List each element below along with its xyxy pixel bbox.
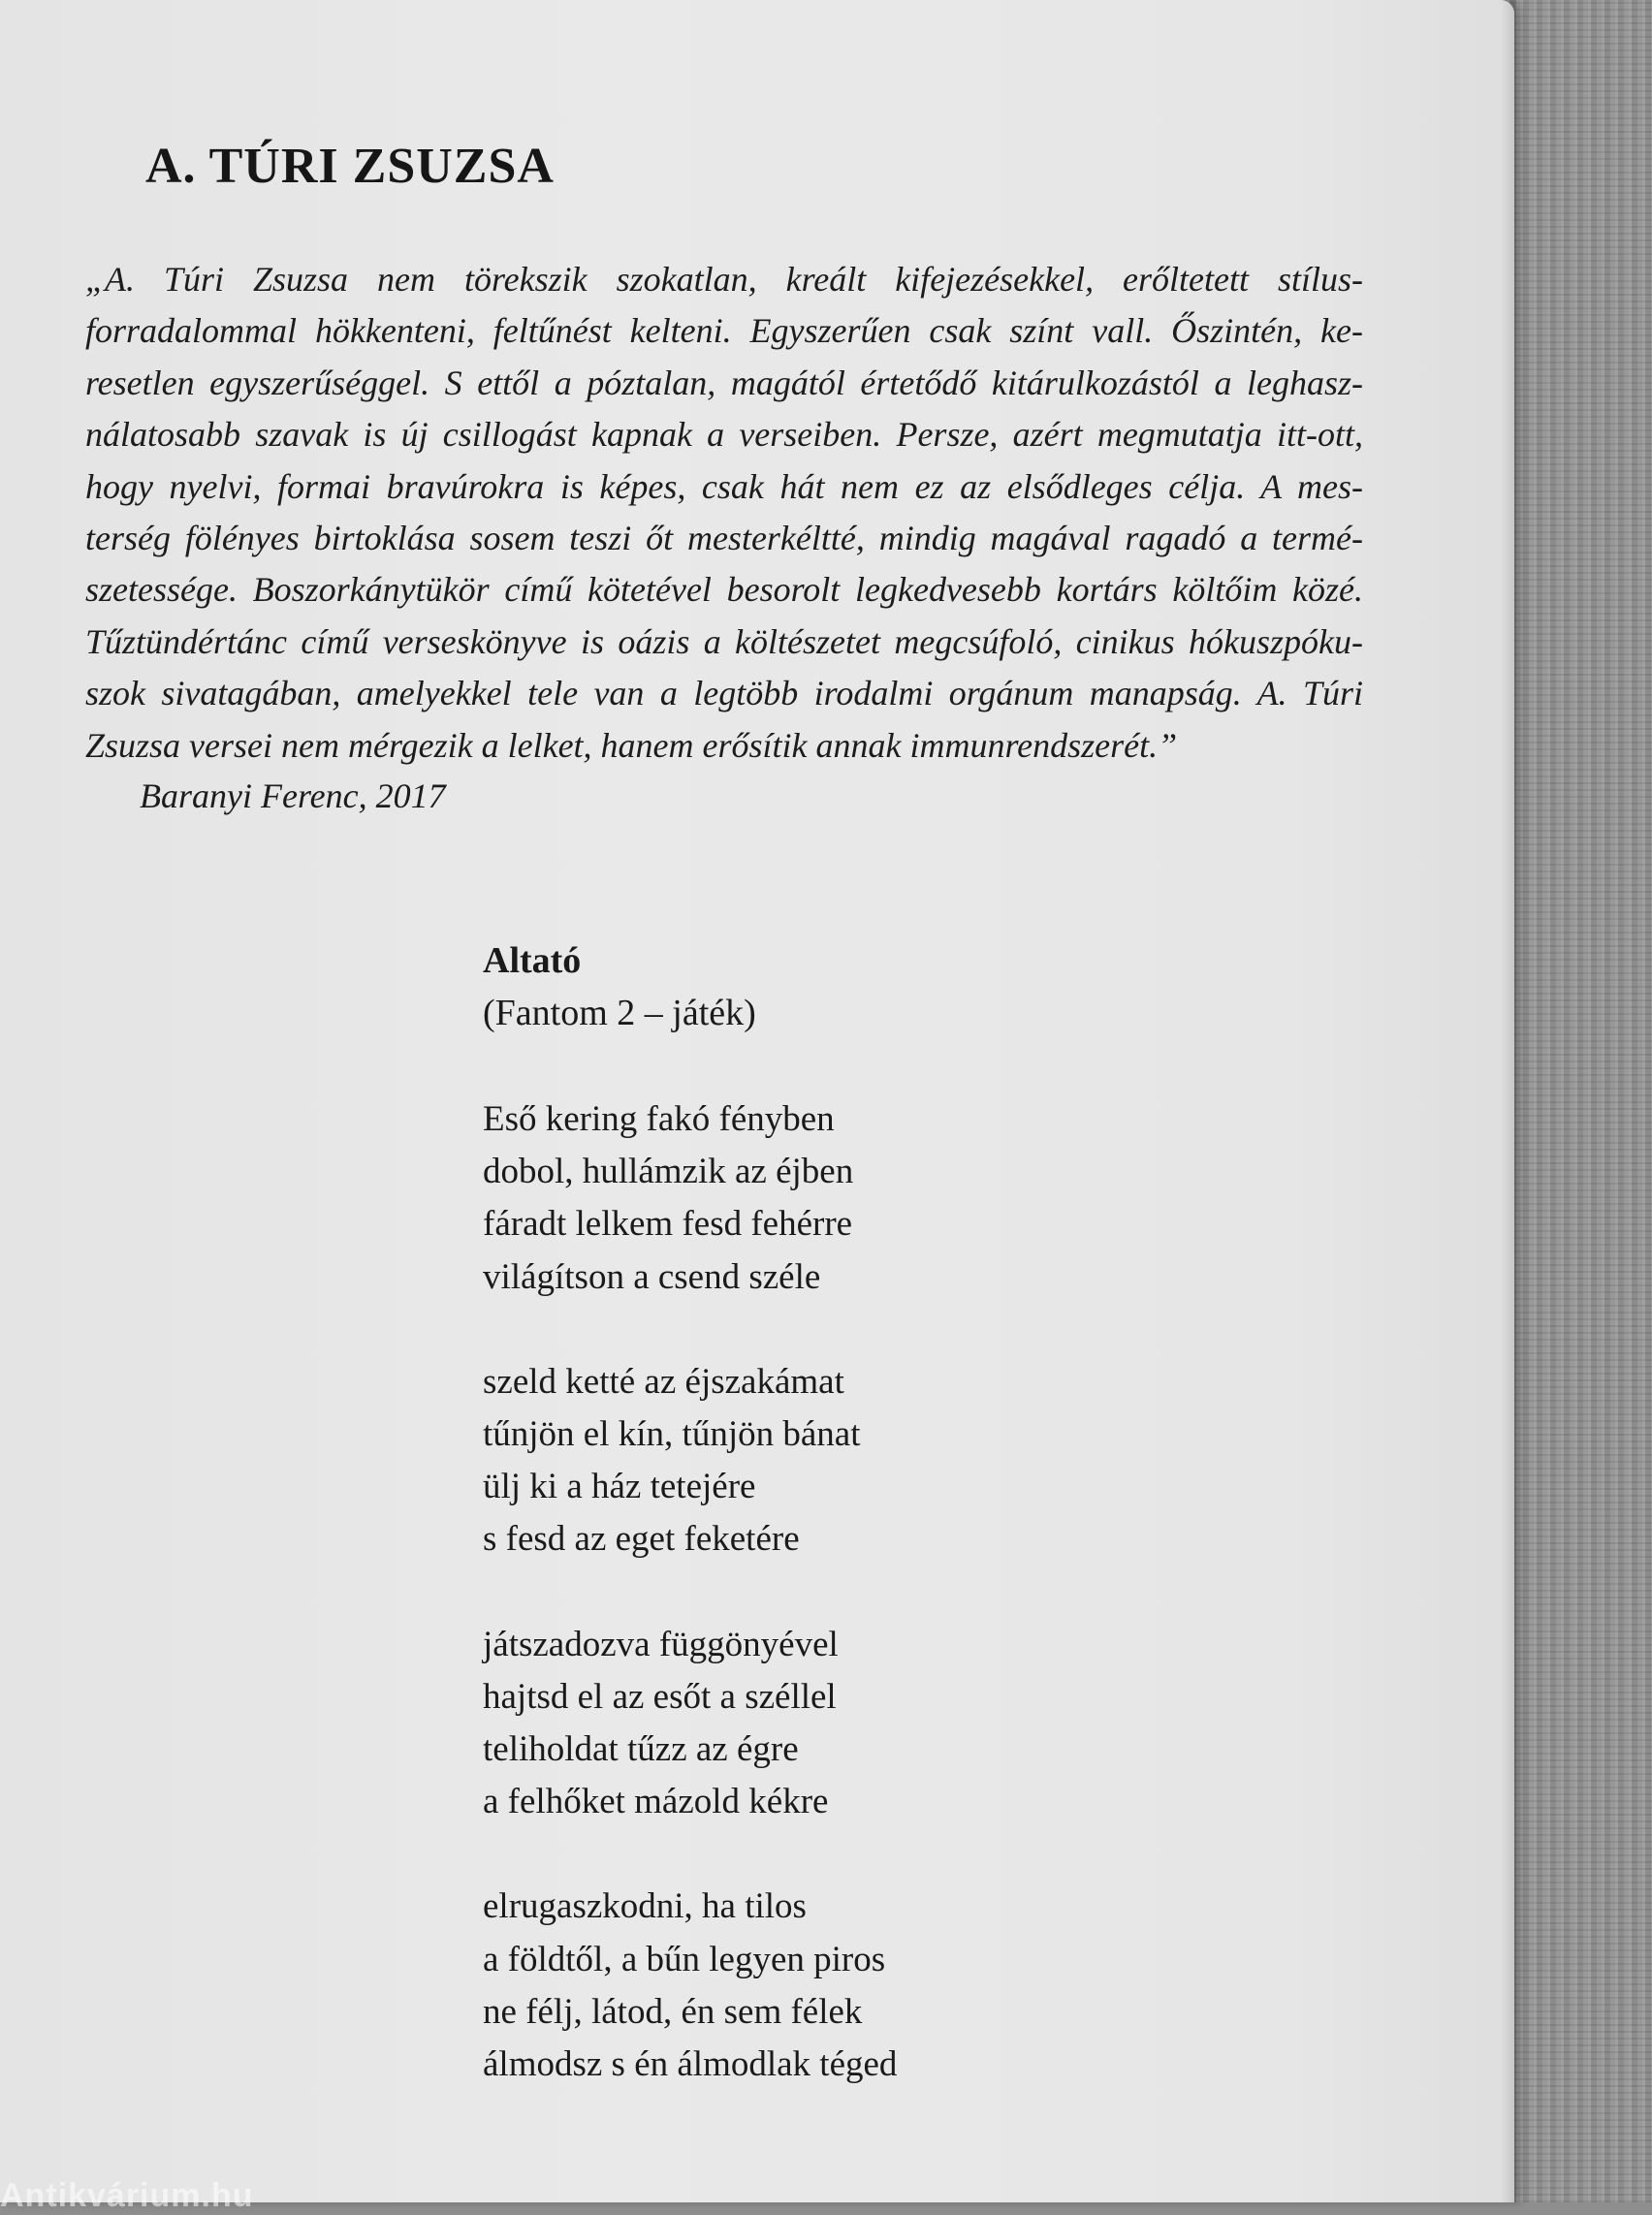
poem-verse: tűnjön el kín, tűnjön bánat <box>483 1414 861 1455</box>
quote-line: „A. Túri Zsuzsa nem törekszik szokatlan, kreált kifejezésekkel, erőltetett stílus- <box>85 260 1363 299</box>
poem-verse: szeld ketté az éjszakámat <box>483 1361 844 1402</box>
author-title: A. TÚRI ZSUZSA <box>145 139 555 194</box>
poem <box>483 934 897 2091</box>
watermark: Antikvárium.hu <box>0 2177 254 2214</box>
quote-line: hogy nyelvi, formai bravúrokra is képes, csak hát nem ez az elsődleges célja. A mes- <box>85 466 1363 506</box>
page-edge-shadow <box>1501 0 1516 2202</box>
poem-verse: s fesd az eget feketére <box>483 1519 800 1560</box>
poem-verse: a földtől, a bűn legyen piros <box>483 1939 886 1979</box>
quote-block <box>85 254 1363 772</box>
quote-line: forradalommal hökkenteni, feltűnést kelteni. Egyszerűen csak színt vall. Őszintén, ke- <box>85 311 1363 351</box>
poem-verse: álmodsz s én álmodlak téged <box>483 2044 898 2085</box>
poem-verse: fáradt lelkem fesd fehérre <box>483 1204 853 1245</box>
quote-line: szok sivatagában, amelyekkel tele van a legtöbb irodalmi orgánum manapság. A. Túri <box>85 674 1363 713</box>
poem-verse: a felhőket mázold kékre <box>483 1782 829 1822</box>
poem-verse: ülj ki a ház tetejére <box>483 1467 756 1507</box>
poem-verse: ne félj, látod, én sem félek <box>483 1991 863 2032</box>
quote-line: terség fölényes birtoklása sosem teszi őt mesterkéltté, mindig magával ragadó a termé- <box>85 519 1363 558</box>
quote-line: resetlen egyszerűséggel. S ettől a póztalan, magától értetődő kitárulkozástól a leghasz- <box>85 363 1363 402</box>
quote-line: szetessége. Boszorkánytükör című kötetével besorolt legkedvesebb kortárs költőim közé. <box>85 570 1363 610</box>
quote-line: Tűztündértánc című verseskönyve is oázis a költészetet megcsúfoló, cinikus hókuszpóku- <box>85 621 1363 661</box>
poem-title: Altató <box>483 940 582 981</box>
poem-verse: Eső kering fakó fényben <box>483 1099 835 1139</box>
poem-stanza-3 <box>483 1619 897 1829</box>
quote-line: Zsuzsa versei nem mérgezik a lelket, hanem erősítik annak immunrendszerét.” <box>85 725 1178 765</box>
poem-stanza-4 <box>483 1881 897 2091</box>
poem-stanza-2 <box>483 1356 897 1566</box>
poem-verse: elrugaszkodni, ha tilos <box>483 1886 807 1927</box>
poem-verse: játszadozva függönyével <box>483 1624 839 1664</box>
poem-verse: világítson a csend széle <box>483 1256 821 1297</box>
poem-subtitle: (Fantom 2 – játék) <box>483 993 756 1033</box>
poem-verse: teliholdat tűzz az égre <box>483 1729 799 1770</box>
poem-stanza-1 <box>483 1093 897 1304</box>
quote-attribution: Baranyi Ferenc, 2017 <box>140 776 446 815</box>
poem-verse: hajtsd el az esőt a széllel <box>483 1676 837 1717</box>
poem-verse: dobol, hullámzik az éjben <box>483 1152 854 1192</box>
quote-line: nálatosabb szavak is új csillogást kapnak a verseiben. Persze, azért megmutatja itt-ott, <box>85 415 1363 455</box>
